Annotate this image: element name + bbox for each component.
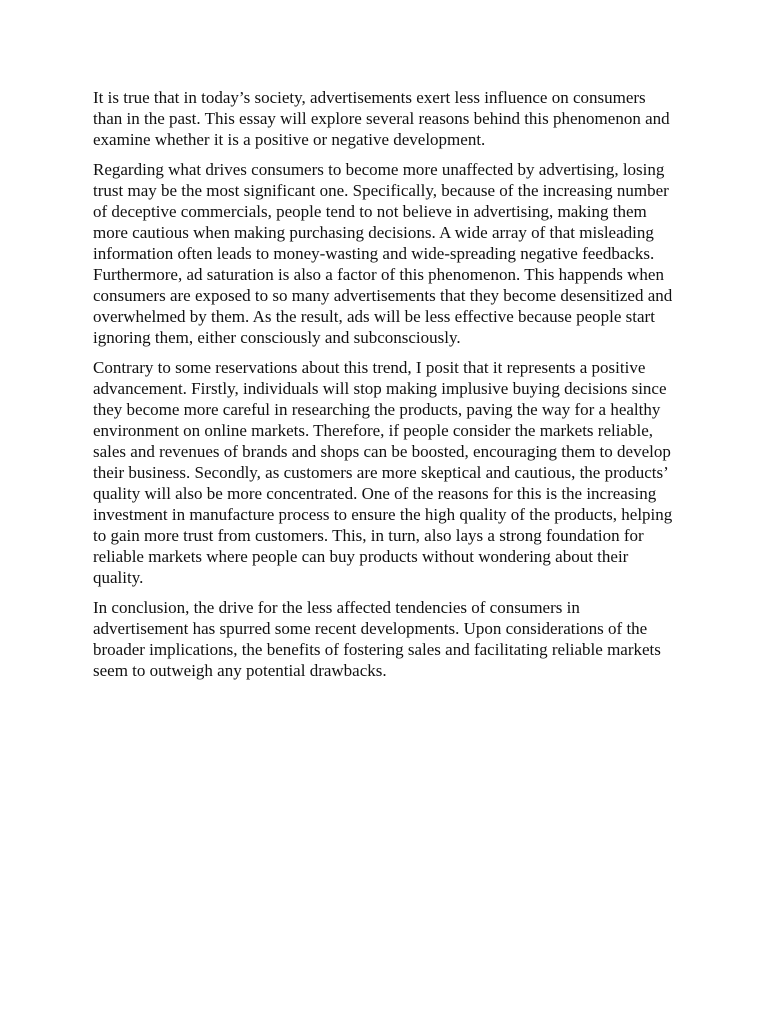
essay-paragraph-reasons: Regarding what drives consumers to become more unaffected by advertising, losing trust may be the most significant one. Specifically, because of the increasing number of deceptive commercials, people tend to not believe in advertising, making them more cautious when making purchasing decisions. A wide array of that misleading information often leads to money-wasting and wide-spreading negative feedbacks. Furthermore, ad saturation is also a factor of this phenomenon. This happends when consumers are exposed to so many advertisements that they become desensitized and overwhelmed by them. As the result, ads will be less effective because people start ignoring them, either consciously and subconsciously. — [93, 160, 673, 347]
essay-paragraph-opinion: Contrary to some reservations about this trend, I posit that it represents a positive advancement. Firstly, individuals will stop making implusive buying decisions since they become more careful in researching the products, paving the way for a healthy environment on online markets. Therefore, if people consider the markets reliable, sales and revenues of brands and shops can be boosted, encouraging them to develop their business. Secondly, as customers are more skeptical and cautious, the products’ quality will also be more concentrated. One of the reasons for this is the increasing investment in manufacture process to ensure the high quality of the products, helping to gain more trust from customers. This, in turn, also lays a strong foundation for reliable markets where people can buy products without wondering about their quality. — [93, 358, 673, 587]
essay-body — [93, 87, 677, 690]
essay-paragraph-introduction: It is true that in today’s society, advertisements exert less influence on consumers than in the past. This essay will explore several reasons behind this phenomenon and examine whether it is a positive or negative development. — [93, 88, 670, 149]
essay-paragraph-conclusion: In conclusion, the drive for the less affected tendencies of consumers in advertisement has spurred some recent developments. Upon considerations of the broader implications, the benefits of fostering sales and facilitating reliable markets seem to outweigh any potential drawbacks. — [93, 598, 661, 680]
